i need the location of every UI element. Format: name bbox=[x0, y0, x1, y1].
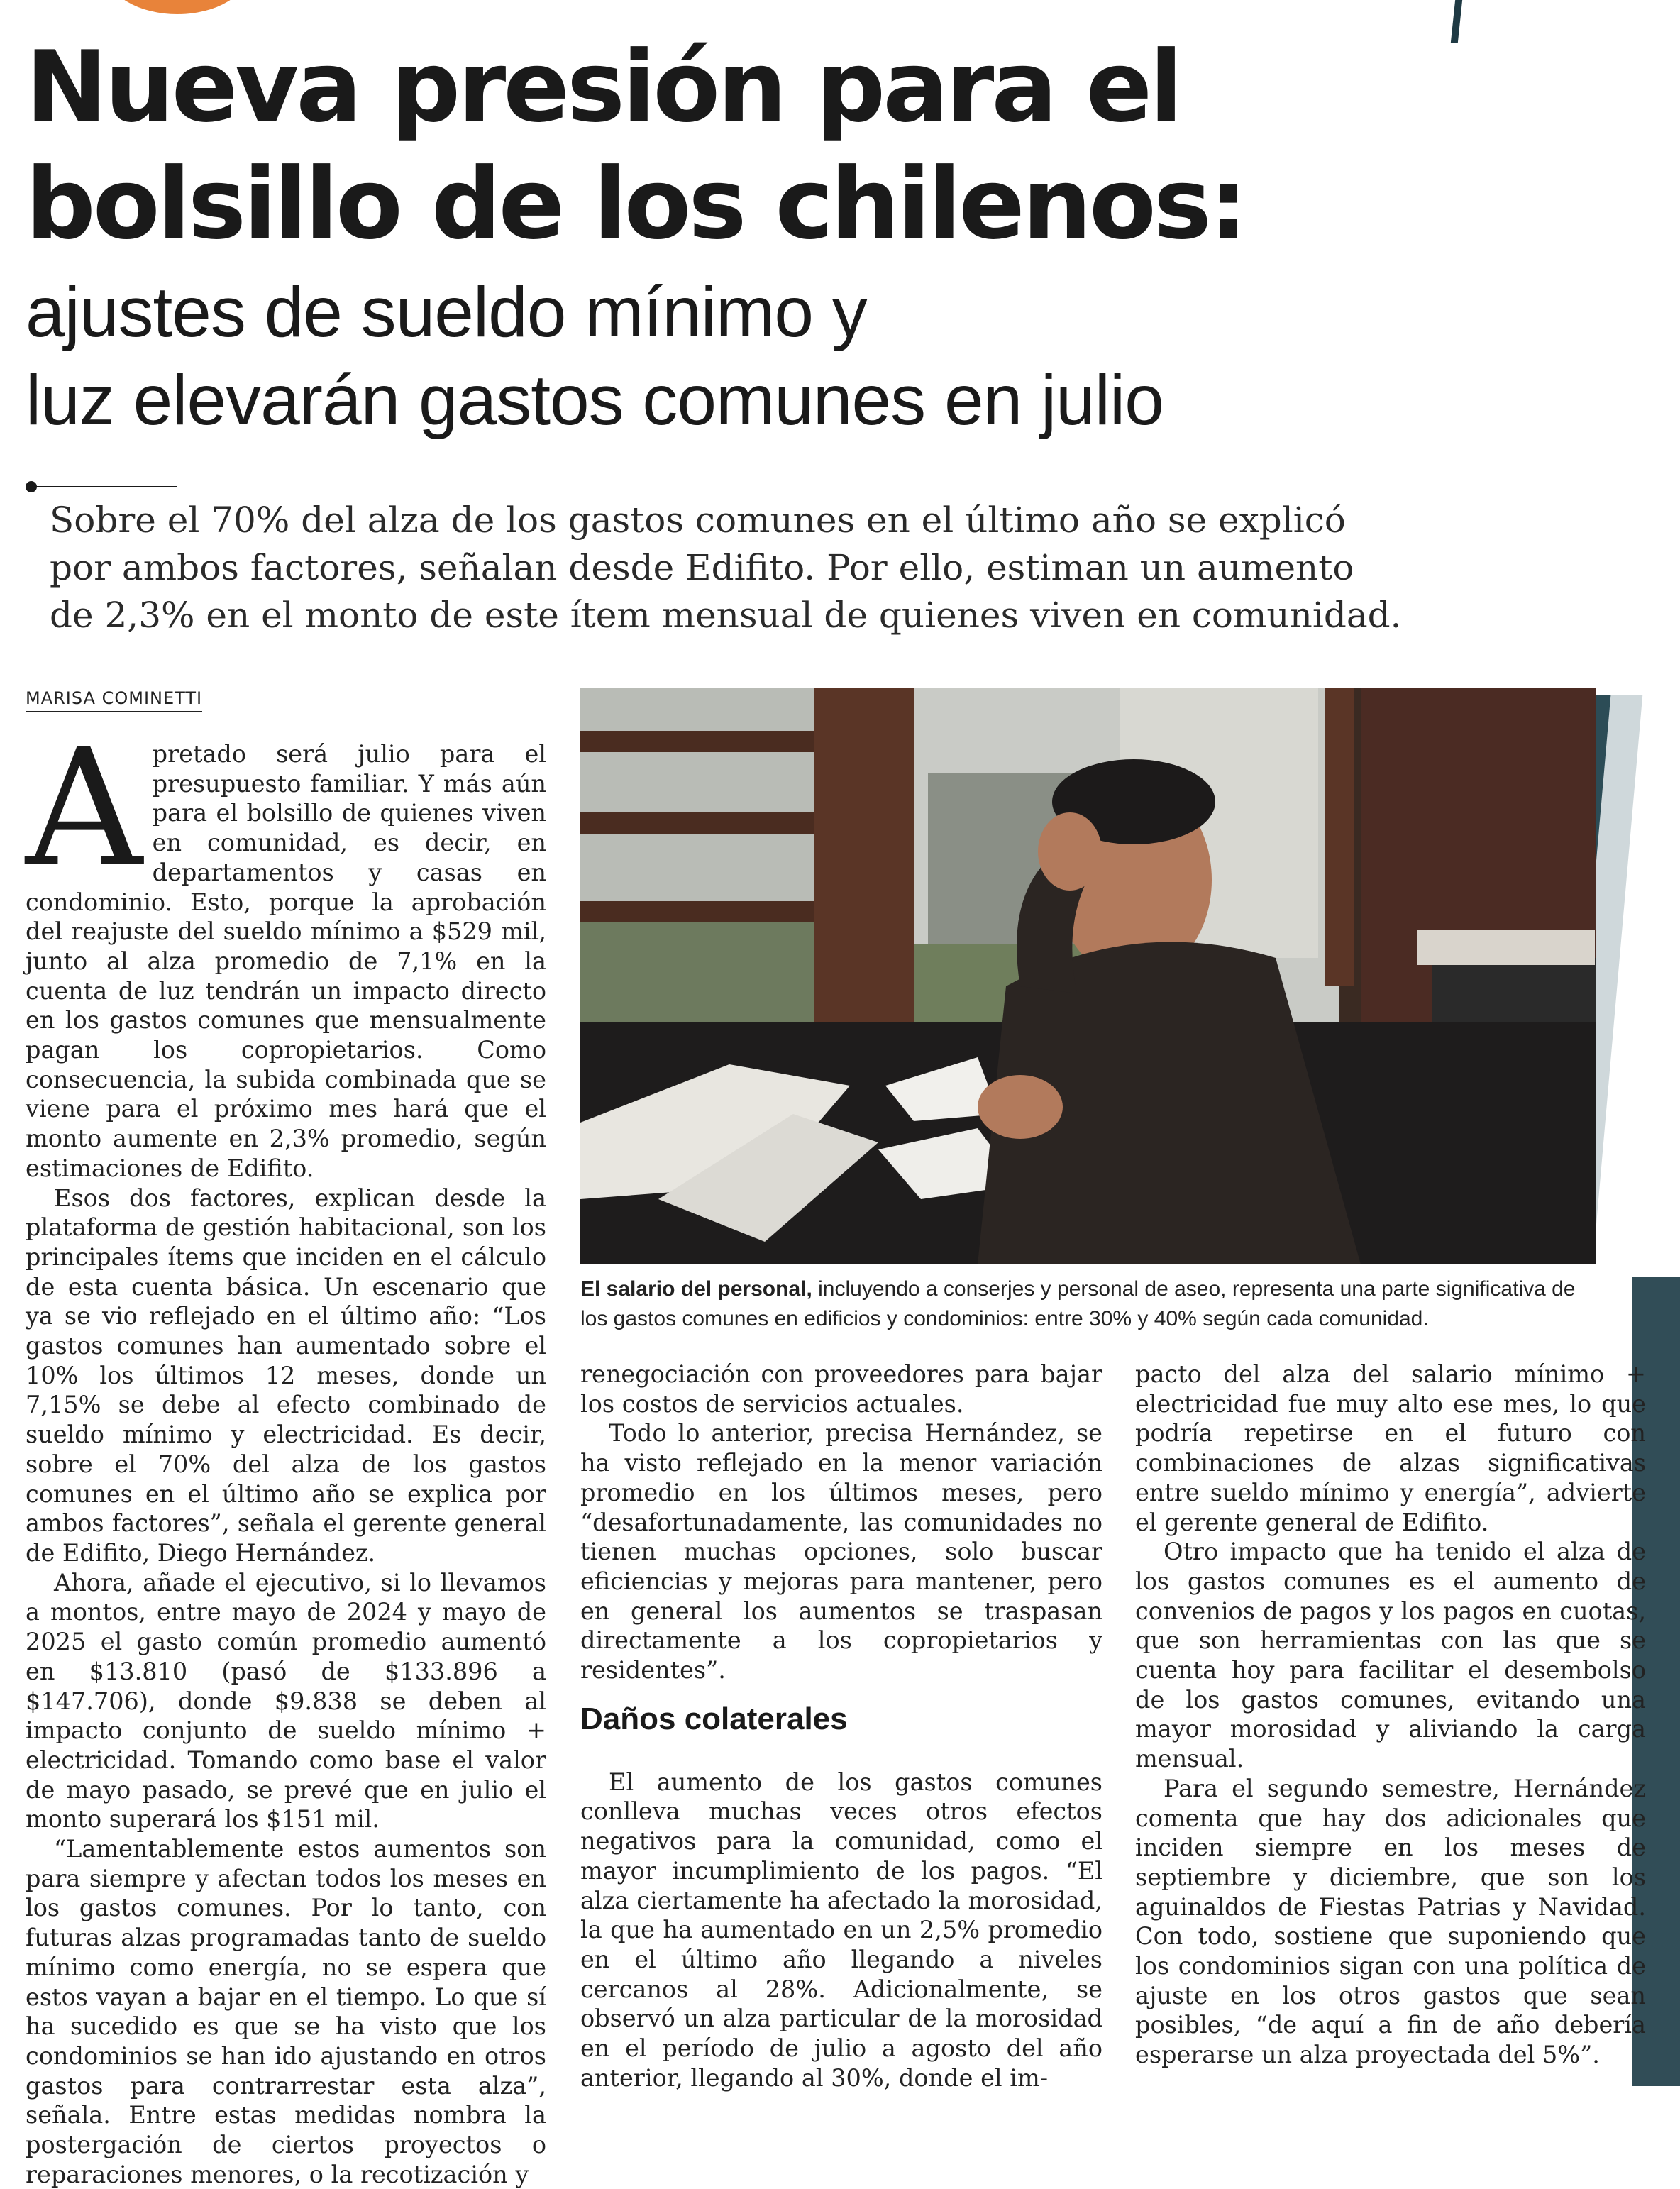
divider bbox=[35, 486, 177, 487]
lead-line: Sobre el 70% del alza de los gastos comunes en el último año se explicó bbox=[50, 500, 1346, 541]
paragraph: renegociación con proveedores para bajar los costos de servicios actuales. bbox=[580, 1360, 1102, 1418]
caption-text: incluyendo a conserjes y personal de aseo, representa una parte significativa de los gastos comunes en edificios y condominios: entre 30% y 40% según cada comunidad. bbox=[580, 1277, 1576, 1330]
headline bbox=[26, 28, 1374, 263]
byline: MARISA COMINETTI bbox=[26, 688, 202, 712]
paragraph-text: pretado será julio para el presupuesto familiar. Y más aún para el bolsillo de quienes viven en comunidad, es decir, en departamentos y casas en condominio. Esto, porque la aprobación del reajuste del sueldo mínimo a $529 mil, junto al alza promedio de 7,1% en la cuenta de luz tendrán un impacto directo en los gastos comunes que mensualmente pagan los copropietarios. Como consecuencia, la subida combinada que se viene para el próximo mes hará que el monto aumente en 2,3% promedio, según estimaciones de Edifito. bbox=[26, 740, 546, 1182]
man-reading-bills-photo bbox=[580, 688, 1596, 1264]
drop-cap: A bbox=[26, 714, 143, 903]
paragraph bbox=[26, 714, 546, 1184]
subheadline bbox=[26, 268, 1374, 444]
paragraph: Todo lo anterior, precisa Hernández, se ha visto reflejado en la menor variación promedio en los últimos meses, pero “desafortunadamente, las comunidades no tienen muchas opciones, solo buscar eficiencias y mejoras para mantener, pero en general los aumentos se traspasan directamente a los copropietarios y residentes”. bbox=[580, 1419, 1102, 1685]
paragraph: “Lamentablemente estos aumentos son para siempre y afectan todos los meses en los gastos comunes. Por lo tanto, con futuras alzas programadas tanto de sueldo mínimo como energía, no se espera que estos vayan a bajar en el tiempo. Lo que sí ha sucedido es que se ha visto que los condominios se han ido ajustando en otros gastos para contrarrestar esta alza”, señala. Entre estas medidas nombra la postergación de ciertos proyectos o reparaciones menores, o la recotización y bbox=[26, 1835, 546, 2188]
column-2 bbox=[580, 1360, 1102, 2092]
column-3 bbox=[1135, 1360, 1646, 2070]
paragraph: El aumento de los gastos comunes conlleva muchas veces otros efectos negativos para la comunidad, como el mayor incumplimiento de los pagos. “El alza ciertamente ha afectado la morosidad, la que ha aumentado en un 2,5% promedio en el último año llegando a niveles cercanos al 28%. Adicionalmente, se observó un alza particular de la morosidad en el período de julio a agosto del año anterior, llegando al 30%, donde el im- bbox=[580, 1768, 1102, 2092]
article-photo bbox=[580, 688, 1596, 1264]
orange-decoration bbox=[106, 0, 248, 14]
lead-line: por ambos factores, señalan desde Edifito. Por ello, estiman un aumento bbox=[50, 547, 1354, 588]
paragraph: Ahora, añade el ejecutivo, si lo llevamos a montos, entre mayo de 2024 y mayo de 2025 el gasto común promedio aumentó en $13.810 (pasó de $133.896 a $147.706), donde $9.838 se deben al impacto conjunto de sueldo mínimo + electricidad. Tomando como base el valor de mayo pasado, se prevé que en julio el monto superará los $151 mil. bbox=[26, 1568, 546, 1834]
subheadline-line: ajustes de sueldo mínimo y bbox=[26, 272, 867, 352]
subheadline-line: luz elevarán gastos comunes en julio bbox=[26, 360, 1164, 440]
photo-caption bbox=[580, 1274, 1595, 1334]
paragraph: Esos dos factores, explican desde la plataforma de gestión habitacional, son los principales ítems que inciden en el cálculo de esta cuenta básica. Un escenario que ya se vio reflejado en el último año: “Los gastos comunes han aumentado sobre el 10% los últimos 12 meses, donde un 7,15% se debe al efecto combinado de sueldo mínimo y electricidad. Es decir, sobre el 70% del alza de los gastos comunes en el último año se explica por ambos factores”, señala el gerente general de Edifito, Diego Hernández. bbox=[26, 1184, 546, 1567]
column-1 bbox=[26, 714, 546, 2189]
paragraph: Para el segundo semestre, Hernández comenta que hay dos adicionales que inciden siempre en los meses de septiembre y diciembre, que son los aguinaldos de Fiestas Patrias y Navidad. Con todo, sostiene que suponiendo que los condominios sigan con una política de ajuste en los otros gastos que sean posibles, “de aquí a fin de año debería esperarse un alza proyectada del 5%”. bbox=[1135, 1774, 1646, 2069]
edge-decoration bbox=[1451, 0, 1462, 43]
section-heading: Daños colaterales bbox=[580, 1701, 848, 1736]
headline-line: bolsillo de los chilenos: bbox=[26, 147, 1246, 261]
paragraph: pacto del alza del salario mínimo + electricidad fue muy alto ese mes, lo que podría repetirse en el futuro con combinaciones de alzas significativas entre sueldo mínimo y energía”, advierte el gerente general de Edifito. bbox=[1135, 1360, 1646, 1536]
lead-paragraph bbox=[50, 497, 1469, 639]
caption-lead: El salario del personal, bbox=[580, 1277, 812, 1301]
lead-line: de 2,3% en el monto de este ítem mensual de quienes viven en comunidad. bbox=[50, 595, 1402, 636]
paragraph: Otro impacto que ha tenido el alza de los gastos comunes es el aumento de convenios de pagos y los pagos en cuotas, que son herramientas con las que se cuenta hoy para facilitar el desembolso de los gastos comunes, evitando una mayor morosidad y aliviando la carga mensual. bbox=[1135, 1538, 1646, 1773]
headline-line: Nueva presión para el bbox=[26, 30, 1181, 144]
